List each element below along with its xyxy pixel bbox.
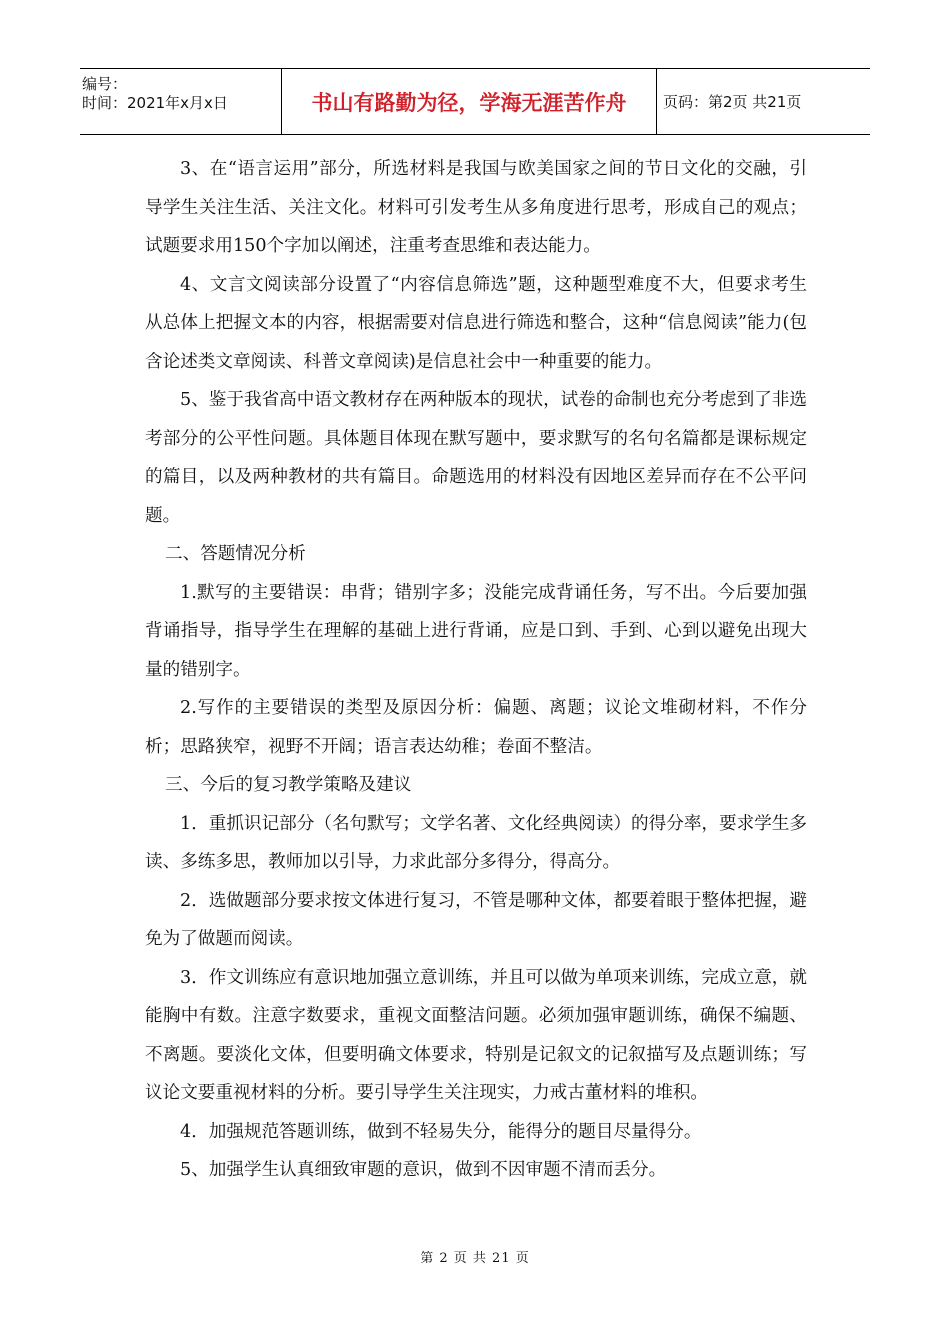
header-page-info: 页码：第2页 共21页 [663,93,802,111]
page-header [80,68,870,135]
header-motto: 书山有路勤为径，学海无涯苦作舟 [282,69,657,134]
paragraph-textbook-fairness: 5、鉴于我省高中语文教材存在两种版本的现状，试卷的命制也充分考虑到了非选考部分的公平性问题。具体题目体现在默写题中，要求默写的名句名篇都是课标规定的篇目，以及两种教材的共有篇目。命题选用的材料没有因地区差异而存在不公平问题。 [145,390,807,526]
document-date: 时间：2021年x月x日 [82,94,228,112]
paragraph-strategy-5: 5、加强学生认真细致审题的意识，做到不因审题不清而丢分。 [180,1160,667,1180]
page-footer: 第 2 页 共 21 页 [420,1251,530,1266]
paragraph-strategy-4: 4．加强规范答题训练，做到不轻易失分，能得分的题目尽量得分。 [180,1121,702,1142]
section-heading-strategies: 三、今后的复习教学策略及建议 [165,775,412,795]
paragraph-strategy-1: 1．重抓识记部分（名句默写；文学名著、文化经典阅读）的得分率，要求学生多读、多练多思，教师加以引导，力求此部分多得分，得高分。 [145,813,807,872]
paragraph-writing-errors: 2.写作的主要错误的类型及原因分析：偏题、离题；议论文堆砌材料，不作分析；思路狭窄，视野不开阔；语言表达幼稚；卷面不整洁。 [145,698,807,757]
document-body [145,150,807,1190]
paragraph-strategy-3: 3．作文训练应有意识地加强立意训练，并且可以做为单项来训练，完成立意，就能胸中有数。注意字数要求，重视文面整洁问题。必须加强审题训练，确保不编题、不离题。要淡化文体，但要明确文体要求，特别是记叙文的记叙描写及点题训练；写议论文要重视材料的分析。要引导学生关注现实，力戒古董材料的堆积。 [145,967,807,1103]
header-meta [80,69,282,134]
document-number-label: 编号： [82,75,128,93]
section-heading-answer-analysis: 二、答题情况分析 [165,544,306,564]
paragraph-strategy-2: 2．选做题部分要求按文体进行复习，不管是哪种文体，都要着眼于整体把握，避免为了做题而阅读。 [145,890,807,949]
paragraph-recitation-errors: 1.默写的主要错误：串背；错别字多；没能完成背诵任务，写不出。今后要加强背诵指导，指导学生在理解的基础上进行背诵，应是口到、手到、心到以避免出现大量的错别字。 [145,582,807,680]
paragraph-language-use: 3、在“语言运用”部分，所选材料是我国与欧美国家之间的节日文化的交融，引导学生关注生活、关注文化。材料可引发考生从多角度进行思考，形成自己的观点；试题要求用150个字加以阐述，注重考查思维和表达能力。 [145,159,807,256]
paragraph-classical-reading: 4、文言文阅读部分设置了“内容信息筛选”题，这种题型难度不大，但要求考生从总体上把握文本的内容，根据需要对信息进行筛选和整合，这种“信息阅读”能力(包含论述类文章阅读、科普文章阅读)是信息社会中一种重要的能力。 [145,274,807,372]
